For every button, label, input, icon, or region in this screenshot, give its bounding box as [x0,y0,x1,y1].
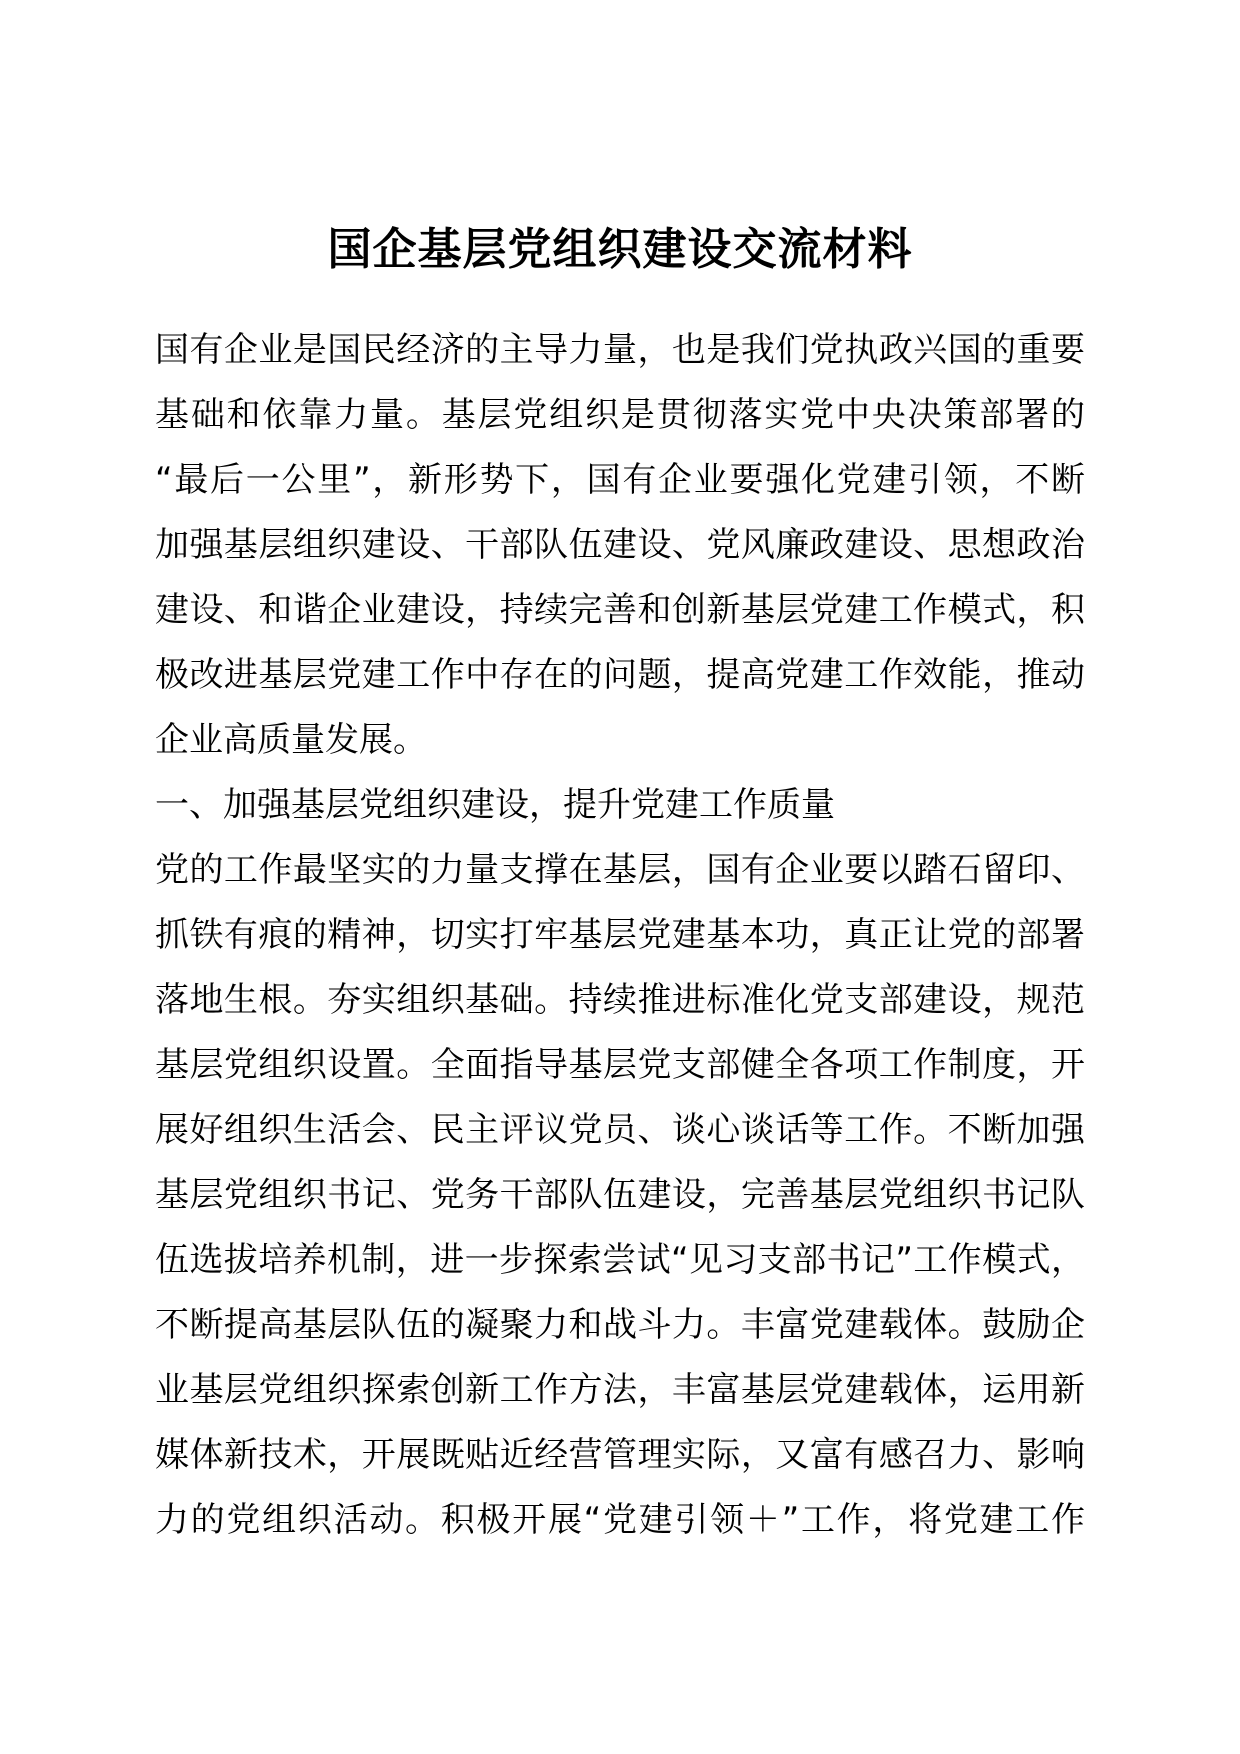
body-line: 基层党组织书记、党务干部队伍建设，完善基层党组织书记队 [155,1175,1085,1215]
body-line: 党的工作最坚实的力量支撑在基层，国有企业要以踏石留印、 [155,850,1085,890]
body-line: 落地生根。夯实组织基础。持续推进标准化党支部建设，规范 [155,980,1085,1020]
body-line: 基础和依靠力量。基层党组织是贯彻落实党中央决策部署的 [155,395,1085,435]
body-line: 媒体新技术，开展既贴近经营管理实际，又富有感召力、影响 [155,1435,1085,1475]
body-line: 加强基层组织建设、干部队伍建设、党风廉政建设、思想政治 [155,525,1085,565]
body-line: 极改进基层党建工作中存在的问题，提高党建工作效能，推动 [155,655,1085,695]
body-line: 不断提高基层队伍的凝聚力和战斗力。丰富党建载体。鼓励企 [155,1305,1085,1345]
body-line: 基层党组织设置。全面指导基层党支部健全各项工作制度，开 [155,1045,1085,1085]
body-line: 企业高质量发展。 [155,720,427,760]
document-body [155,318,1085,1553]
document-title: 国企基层党组织建设交流材料 [327,224,913,275]
body-line: 建设、和谐企业建设，持续完善和创新基层党建工作模式，积 [155,590,1085,630]
body-line: 力的党组织活动。积极开展“党建引领＋”工作，将党建工作 [155,1500,1085,1540]
section-heading: 一、加强基层党组织建设，提升党建工作质量 [155,785,835,825]
body-line: 抓铁有痕的精神，切实打牢基层党建基本功，真正让党的部署 [155,915,1085,955]
body-line: 国有企业是国民经济的主导力量，也是我们党执政兴国的重要 [155,330,1085,370]
body-line: 业基层党组织探索创新工作方法，丰富基层党建载体，运用新 [155,1370,1085,1410]
body-line: 展好组织生活会、民主评议党员、谈心谈话等工作。不断加强 [155,1110,1085,1150]
body-line: 伍选拔培养机制，进一步探索尝试“见习支部书记”工作模式， [155,1240,1085,1280]
body-line: “最后一公里”，新形势下，国有企业要强化党建引领，不断 [155,460,1085,500]
